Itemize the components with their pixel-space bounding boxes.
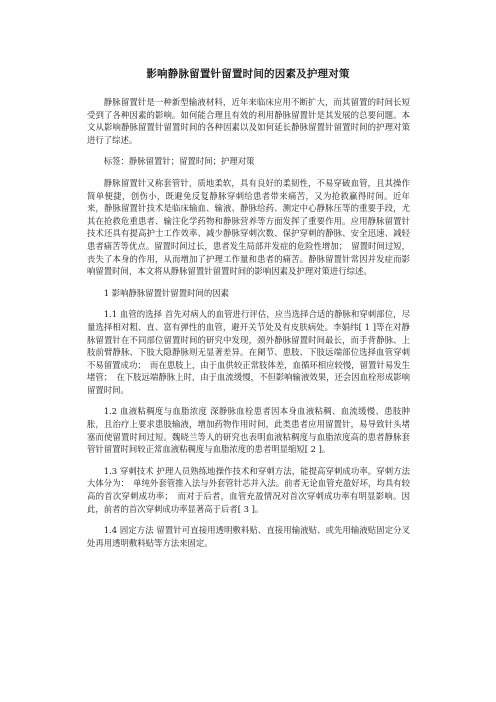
keywords-line: 标签：静脉留置针；留置时间；护理对策 <box>103 156 255 167</box>
subsection-1-4-paragraph: 1.4 固定方法 留置针可直接用透明敷料贴、直接用输液贴、或先用输液贴固定分叉处再用透明敷料贴等方法来固定。 <box>87 525 410 548</box>
page-title: 影响静脉留置针留置时间的因素及护理对策 <box>146 68 350 80</box>
subsection-1-2-paragraph: 1.2 血液粘稠度与血脂浓度 深静脉血栓患者因本身血液粘稠、血流缓慢、患肢肿胀，且治疗上要求患肢输液，增加药物作用时间，此类患者应用留置针，易导致针头堵塞而使留置时间过短。魏晓兰等人的研究也表明血液粘稠度与血脂浓度高的患者静脉套管针留置时间较正常血液粘稠度与血脂浓度的患者明显缩短[ 2 ]。 <box>87 406 410 455</box>
intro-paragraph: 静脉留置针又称套管针，质地柔软，具有良好的柔韧性，不易穿破血管，且其操作简单便捷，创伤小，既避免反复静脉穿刺给患者带来痛苦，又为抢救赢得时间。近年来，静脉留置针技术是临床输血、输液、静脉给药、测定中心静脉压等的重要手段，尤其在抢救危重患者、输注化学药物和静脉营养等方面发挥了重要作用。应用静脉留置针技术还具有提高护士工作效率、减少静脉穿刺次数、保护穿刺的静脉、安全迅速、减轻患者痛苦等优点。留置时间过长，患者发生局部并发症的危险性增加； 留置时间过短，丧失了本身的作用，从而增加了护理工作量和患者的痛苦。静脉留置针常因并发症而影响留置时间，本文将从静脉留置针留置时间的影响因素及护理对策进行综述。 <box>87 177 410 277</box>
subsection-1-1-paragraph: 1.1 血管的选择 首先对病人的血管进行评估，应当选择合适的静脉和穿刺部位，尽量选择相对粗、直、富有弹性的血管，避开关节处及有皮肤病处。李娟纬[ 1 ]等在对静脉留置针在不同部位留置时间的研究中发现，颈外静脉留置时间最长，而手背静脉、上肢前臂静脉、下肢大隐静脉则无显著差异。在阑节、患肢、下肢远端部位选择血管穿刺不易留置成功； 而在患肢上，由于血供较正常肢体差，血循环相应较慢，留置针易发生堵管； 在下肢远端静脉上时，由于血流缓慢，不但影响输液效果，还会因血栓形成影响留置时间。 <box>87 309 410 395</box>
subsection-1-3-paragraph: 1.3 穿刺技术 护理人员熟练地操作技术和穿刺方法，能提高穿刺成功率。穿刺方法大体分为： 单纯外套管推入法与外套管针芯并入法。前者无论血管充盈好坏，均具有较高的首次穿刺成功率； 而对于后者，血管充盈情况对首次穿刺成功率有明显影响。因此，前者的首次穿刺成功率显著高于后者[ 3 ]。 <box>87 465 410 514</box>
section-heading: 1 影响静脉留置针留置时间的因素 <box>103 287 230 298</box>
document-body <box>87 96 410 549</box>
abstract-paragraph: 静脉留置针是一种新型输液材料，近年来临床应用不断扩大，而其留置的时间长短受到了各种因素的影响。如何能合理且有效的利用静脉留置针是其发展的总要问题。本文从影响静脉留置针留置时间的各种因素以及如何延长静脉留置针留置时间的护理对策进行了综述。 <box>87 97 410 145</box>
